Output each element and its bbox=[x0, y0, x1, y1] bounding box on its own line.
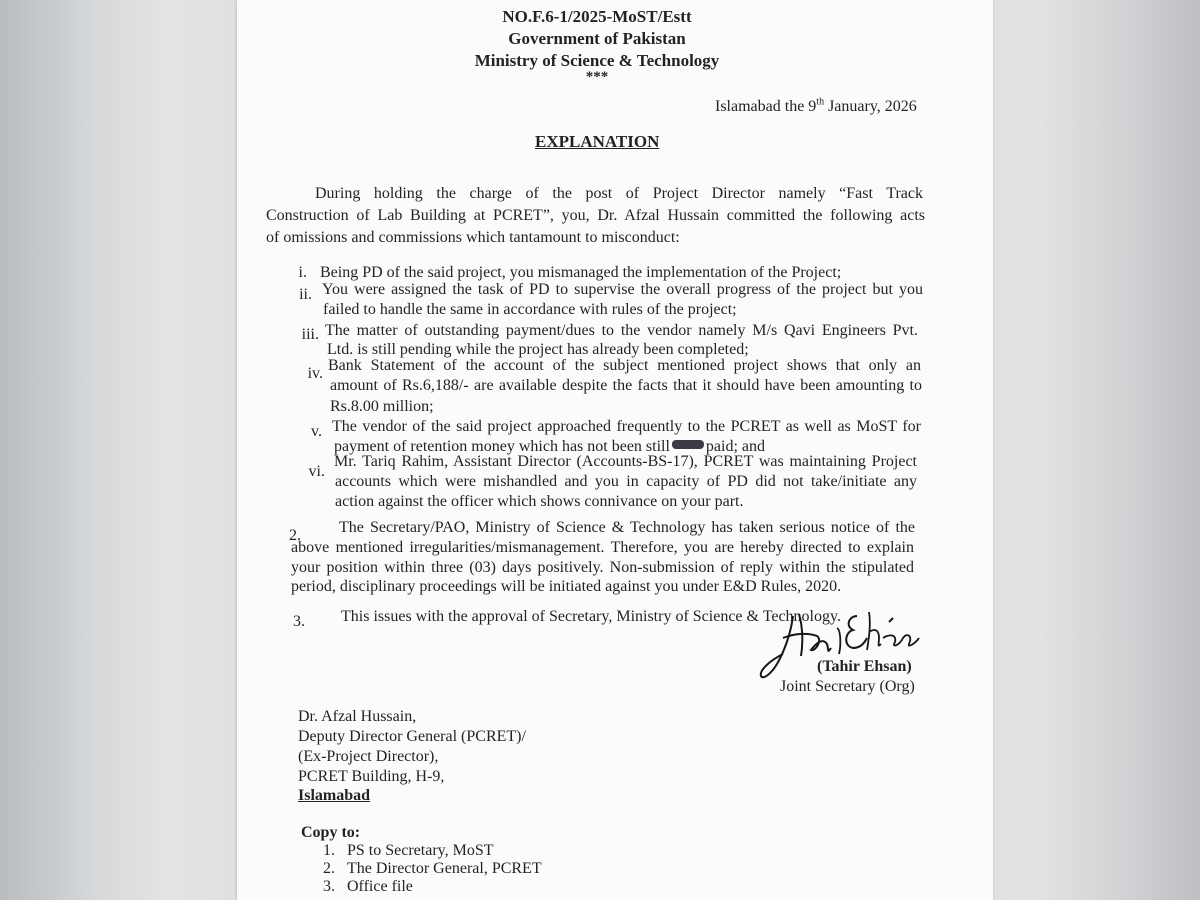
para-3-text: This issues with the approval of Secretary, Ministry of Science & Technology. bbox=[341, 608, 841, 625]
document-title: EXPLANATION bbox=[535, 132, 660, 151]
item-line: Rs.8.00 million; bbox=[330, 398, 434, 415]
copy-to-item: PS to Secretary, MoST bbox=[347, 842, 494, 859]
addressee-line-1: Dr. Afzal Hussain, bbox=[298, 708, 417, 725]
item-number: vi. bbox=[308, 463, 325, 480]
item-line: Mr. Tariq Rahim, Assistant Director (Accounts-BS-17), PCRET was maintaining Project bbox=[334, 453, 917, 470]
para-2-line-4: period, disciplinary proceedings will be initiated against you under E&D Rules, 2020. bbox=[291, 578, 842, 595]
intro-line-1: During holding the charge of the post of Project Director namely “Fast Track bbox=[315, 185, 923, 202]
letter-date bbox=[715, 97, 917, 117]
para-2-line-2: above mentioned irregularities/mismanagement. Therefore, you are hereby directed to explain bbox=[291, 539, 914, 556]
item-number: ii. bbox=[299, 286, 312, 303]
ministry-heading: Ministry of Science & Technology bbox=[474, 51, 720, 70]
signatory-name: (Tahir Ehsan) bbox=[817, 658, 912, 675]
copy-to-number: 2. bbox=[323, 860, 335, 877]
redaction-mark bbox=[672, 440, 704, 449]
item-line: Being PD of the said project, you mismanaged the implementation of the Project; bbox=[320, 264, 842, 281]
item-number: iii. bbox=[301, 326, 319, 343]
item-line: paid; and bbox=[705, 438, 766, 455]
copy-to-item: Office file bbox=[347, 878, 413, 895]
signatory-designation: Joint Secretary (Org) bbox=[780, 678, 915, 695]
item-line: payment of retention money which has not been still bbox=[334, 438, 670, 455]
item-line: Bank Statement of the account of the subject mentioned project shows that only an bbox=[328, 357, 921, 374]
item-line: amount of Rs.6,188/- are available despite the facts that it should have been amounting to bbox=[330, 377, 922, 394]
copy-to-item: The Director General, PCRET bbox=[347, 860, 542, 877]
para-2-line-1: The Secretary/PAO, Ministry of Science & Technology has taken serious notice of the bbox=[339, 519, 915, 536]
para-2-line-3: your position within three (03) days positively. Non-submission of reply within the stipulated bbox=[291, 559, 914, 576]
copy-to-number: 3. bbox=[323, 878, 335, 895]
item-line: The matter of outstanding payment/dues to the vendor namely M/s Qavi Engineers Pvt. bbox=[325, 322, 918, 339]
para-2-number: 2. bbox=[289, 527, 301, 544]
government-heading: Government of Pakistan bbox=[508, 29, 686, 48]
intro-line-3: of omissions and commissions which tantamount to misconduct: bbox=[266, 229, 680, 246]
item-number: i. bbox=[298, 264, 307, 281]
addressee-line-3: (Ex-Project Director), bbox=[298, 748, 439, 765]
item-line: Ltd. is still pending while the project has already been completed; bbox=[327, 341, 749, 358]
date-prefix: Islamabad the 9 bbox=[715, 98, 817, 115]
item-number: iv. bbox=[307, 365, 323, 382]
addressee-line-2: Deputy Director General (PCRET)/ bbox=[298, 728, 526, 745]
item-line: failed to handle the same in accordance with rules of the project; bbox=[323, 301, 737, 318]
addressee-city: Islamabad bbox=[298, 787, 371, 804]
copy-to-number: 1. bbox=[323, 842, 335, 859]
document-page bbox=[237, 0, 993, 900]
intro-line-2: Construction of Lab Building at PCRET”, you, Dr. Afzal Hussain committed the following acts bbox=[266, 207, 925, 224]
file-number: NO.F.6-1/2025-MoST/Estt bbox=[502, 7, 692, 26]
date-suffix: January, 2026 bbox=[824, 98, 917, 115]
copy-to-heading: Copy to: bbox=[301, 824, 361, 841]
addressee-line-4: PCRET Building, H-9, bbox=[298, 768, 445, 785]
item-number: v. bbox=[311, 423, 322, 440]
item-line: action against the officer which shows connivance on your part. bbox=[335, 493, 744, 510]
item-line: You were assigned the task of PD to supervise the overall progress of the project but you bbox=[322, 281, 923, 298]
item-line: accounts which were mishandled and you in capacity of PD did not take/initiate any bbox=[335, 473, 917, 490]
para-3-number: 3. bbox=[293, 613, 305, 630]
item-line: The vendor of the said project approached frequently to the PCRET as well as MoST for bbox=[332, 418, 921, 435]
header-stars: *** bbox=[585, 69, 609, 85]
date-superscript: th bbox=[816, 96, 825, 108]
